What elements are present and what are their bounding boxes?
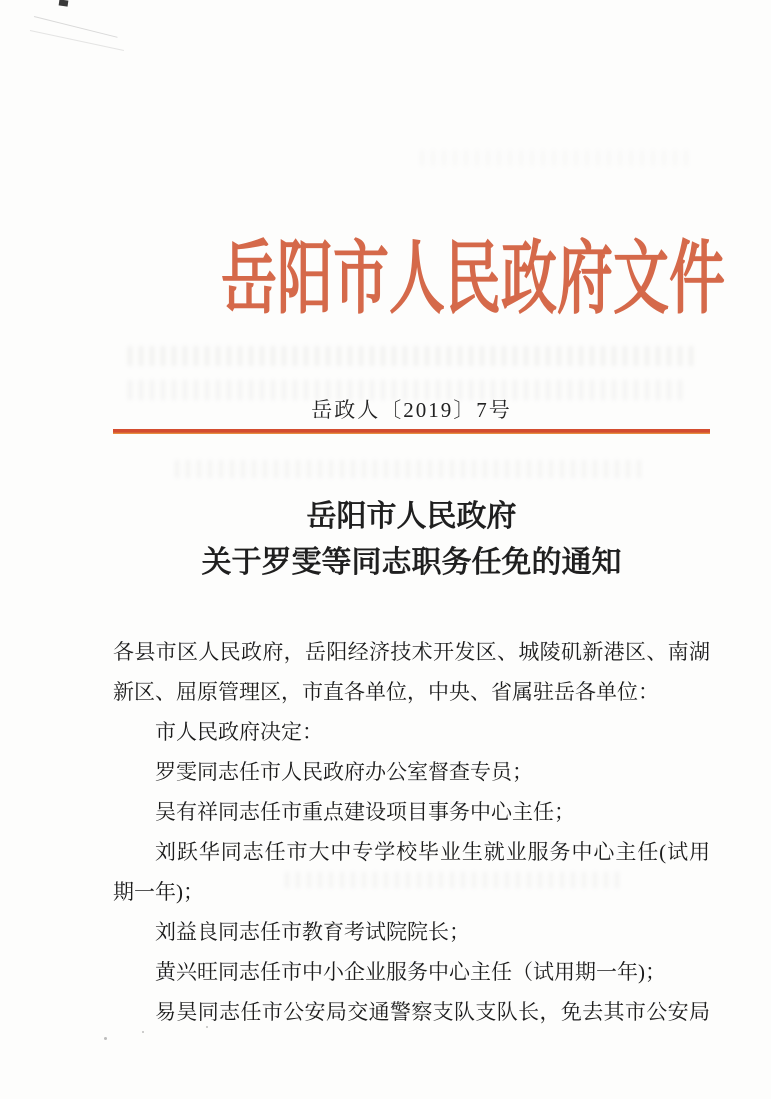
letterhead-title [113,236,725,346]
notice-title-line2: 关于罗雯等同志职务任免的通知 [201,546,622,579]
body-text-line: 易昊同志任市公安局交通警察支队支队长，免去其市公安局 [155,1000,710,1024]
bleedthrough-artifact [420,150,690,166]
scan-speck [104,1037,107,1040]
bleedthrough-artifact [175,460,645,478]
body-text-line: 刘益良同志任市教育考试院院长； [155,920,470,944]
body-text-line: 刘跃华同志任市大中专学校毕业生就业服务中心主任(试用 [155,840,710,864]
body-text-line: 各县市区人民政府，岳阳经济技术开发区、城陵矶新港区、南湖 [113,640,710,664]
body-text-line: 罗雯同志任市人民政府办公室督查专员； [155,760,533,784]
letterhead-title-text: 岳阳市人民政府文件 [221,236,725,324]
bleedthrough-artifact [128,346,700,366]
notice-title [113,494,710,586]
body-text-line: 黄兴旺同志任市中小企业服务中心主任（试用期一年)； [155,960,666,984]
scan-artifact-corner [59,0,69,7]
body-text-line: 市人民政府决定： [155,720,323,744]
notice-title-line1: 岳阳市人民政府 [306,500,517,533]
document-body [113,632,710,1032]
body-text-line: 吴有祥同志任市重点建设项目事务中心主任； [155,800,575,824]
document-number: 岳政人〔2019〕7号 [311,398,512,422]
scan-crease-line [30,30,124,51]
body-text-line: 期一年)； [113,880,204,904]
body-text-line: 新区、屈原管理区，市直各单位，中央、省属驻岳各单位： [113,680,659,704]
red-divider-line [113,429,710,434]
